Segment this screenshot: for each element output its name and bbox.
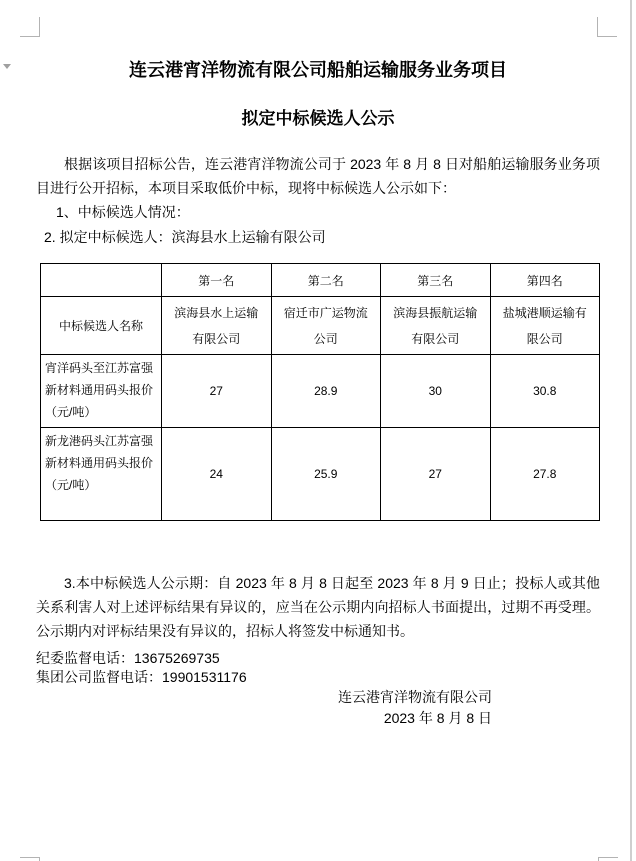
intro-paragraph: 根据该项目招标公告，连云港宵洋物流公司于 2023 年 8 月 8 日对船舶运输服务业务项目进行公开招标，本项目采取低价中标，现将中标候选人公示如下：: [36, 156, 600, 196]
price-row-label: 宵洋码头至江苏富强新材料通用码头报价（元/吨）: [41, 355, 162, 428]
table-header-row: [41, 264, 600, 297]
price-cell: 28.9: [271, 355, 381, 428]
candidate-name-cell: 滨海县水上运输有限公司: [162, 297, 272, 355]
price-cell: 30.8: [490, 355, 600, 428]
candidate-names-row: [41, 297, 600, 355]
candidate-name-cell: 盐城港顺运输有限公司: [490, 297, 600, 355]
rank-header-cell: 第四名: [490, 264, 600, 297]
price-cell: 27.8: [490, 428, 600, 521]
publicity-period-paragraph: 3.本中标候选人公示期：自 2023 年 8 月 8 日起至 2023 年 8 月 9 日止；投标人或其他关系利害人对上述评标结果有异议的，应当在公示期内向招标人书面提出，过期不再受理。公示期内对评标结果没有异议的，招标人将签发中标通知书。: [36, 575, 600, 639]
price-cell: 25.9: [271, 428, 381, 521]
price-cell: 24: [162, 428, 272, 521]
document-title: 连云港宵洋物流有限公司船舶运输服务业务项目: [129, 60, 507, 80]
document-subtitle: 拟定中标候选人公示: [241, 109, 395, 128]
discipline-phone-line: 纪委监督电话：13675269735: [36, 650, 220, 666]
rank-header-cell: 第二名: [271, 264, 381, 297]
bid-candidates-table: [40, 263, 600, 521]
price-row-xiaoyang: [41, 355, 600, 428]
price-cell: 27: [162, 355, 272, 428]
rank-header-cell: 第三名: [381, 264, 491, 297]
candidate-name-cell: 宿迁市广运物流公司: [271, 297, 381, 355]
price-cell: 27: [381, 428, 491, 521]
price-row-label: 新龙港码头江苏富强新材料通用码头报价（元/吨）: [41, 428, 162, 521]
group-phone-line: 集团公司监督电话：19901531176: [36, 669, 247, 685]
price-row-xinlonggang: [41, 428, 600, 521]
price-cell: 30: [381, 355, 491, 428]
candidate-name-cell: 滨海县振航运输有限公司: [381, 297, 491, 355]
signature-company: 连云港宵洋物流有限公司: [338, 689, 492, 705]
empty-corner-cell: [41, 264, 162, 297]
row-header-cell: 中标候选人名称: [41, 297, 162, 355]
list-item-2: 2. 拟定中标候选人：滨海县水上运输有限公司: [44, 229, 326, 245]
signature-block: [36, 687, 600, 729]
signature-date: 2023 年 8 月 8 日: [383, 710, 492, 726]
list-item-1: 1、中标候选人情况：: [56, 204, 190, 220]
supervision-phones: [36, 649, 600, 687]
rank-header-cell: 第一名: [162, 264, 272, 297]
